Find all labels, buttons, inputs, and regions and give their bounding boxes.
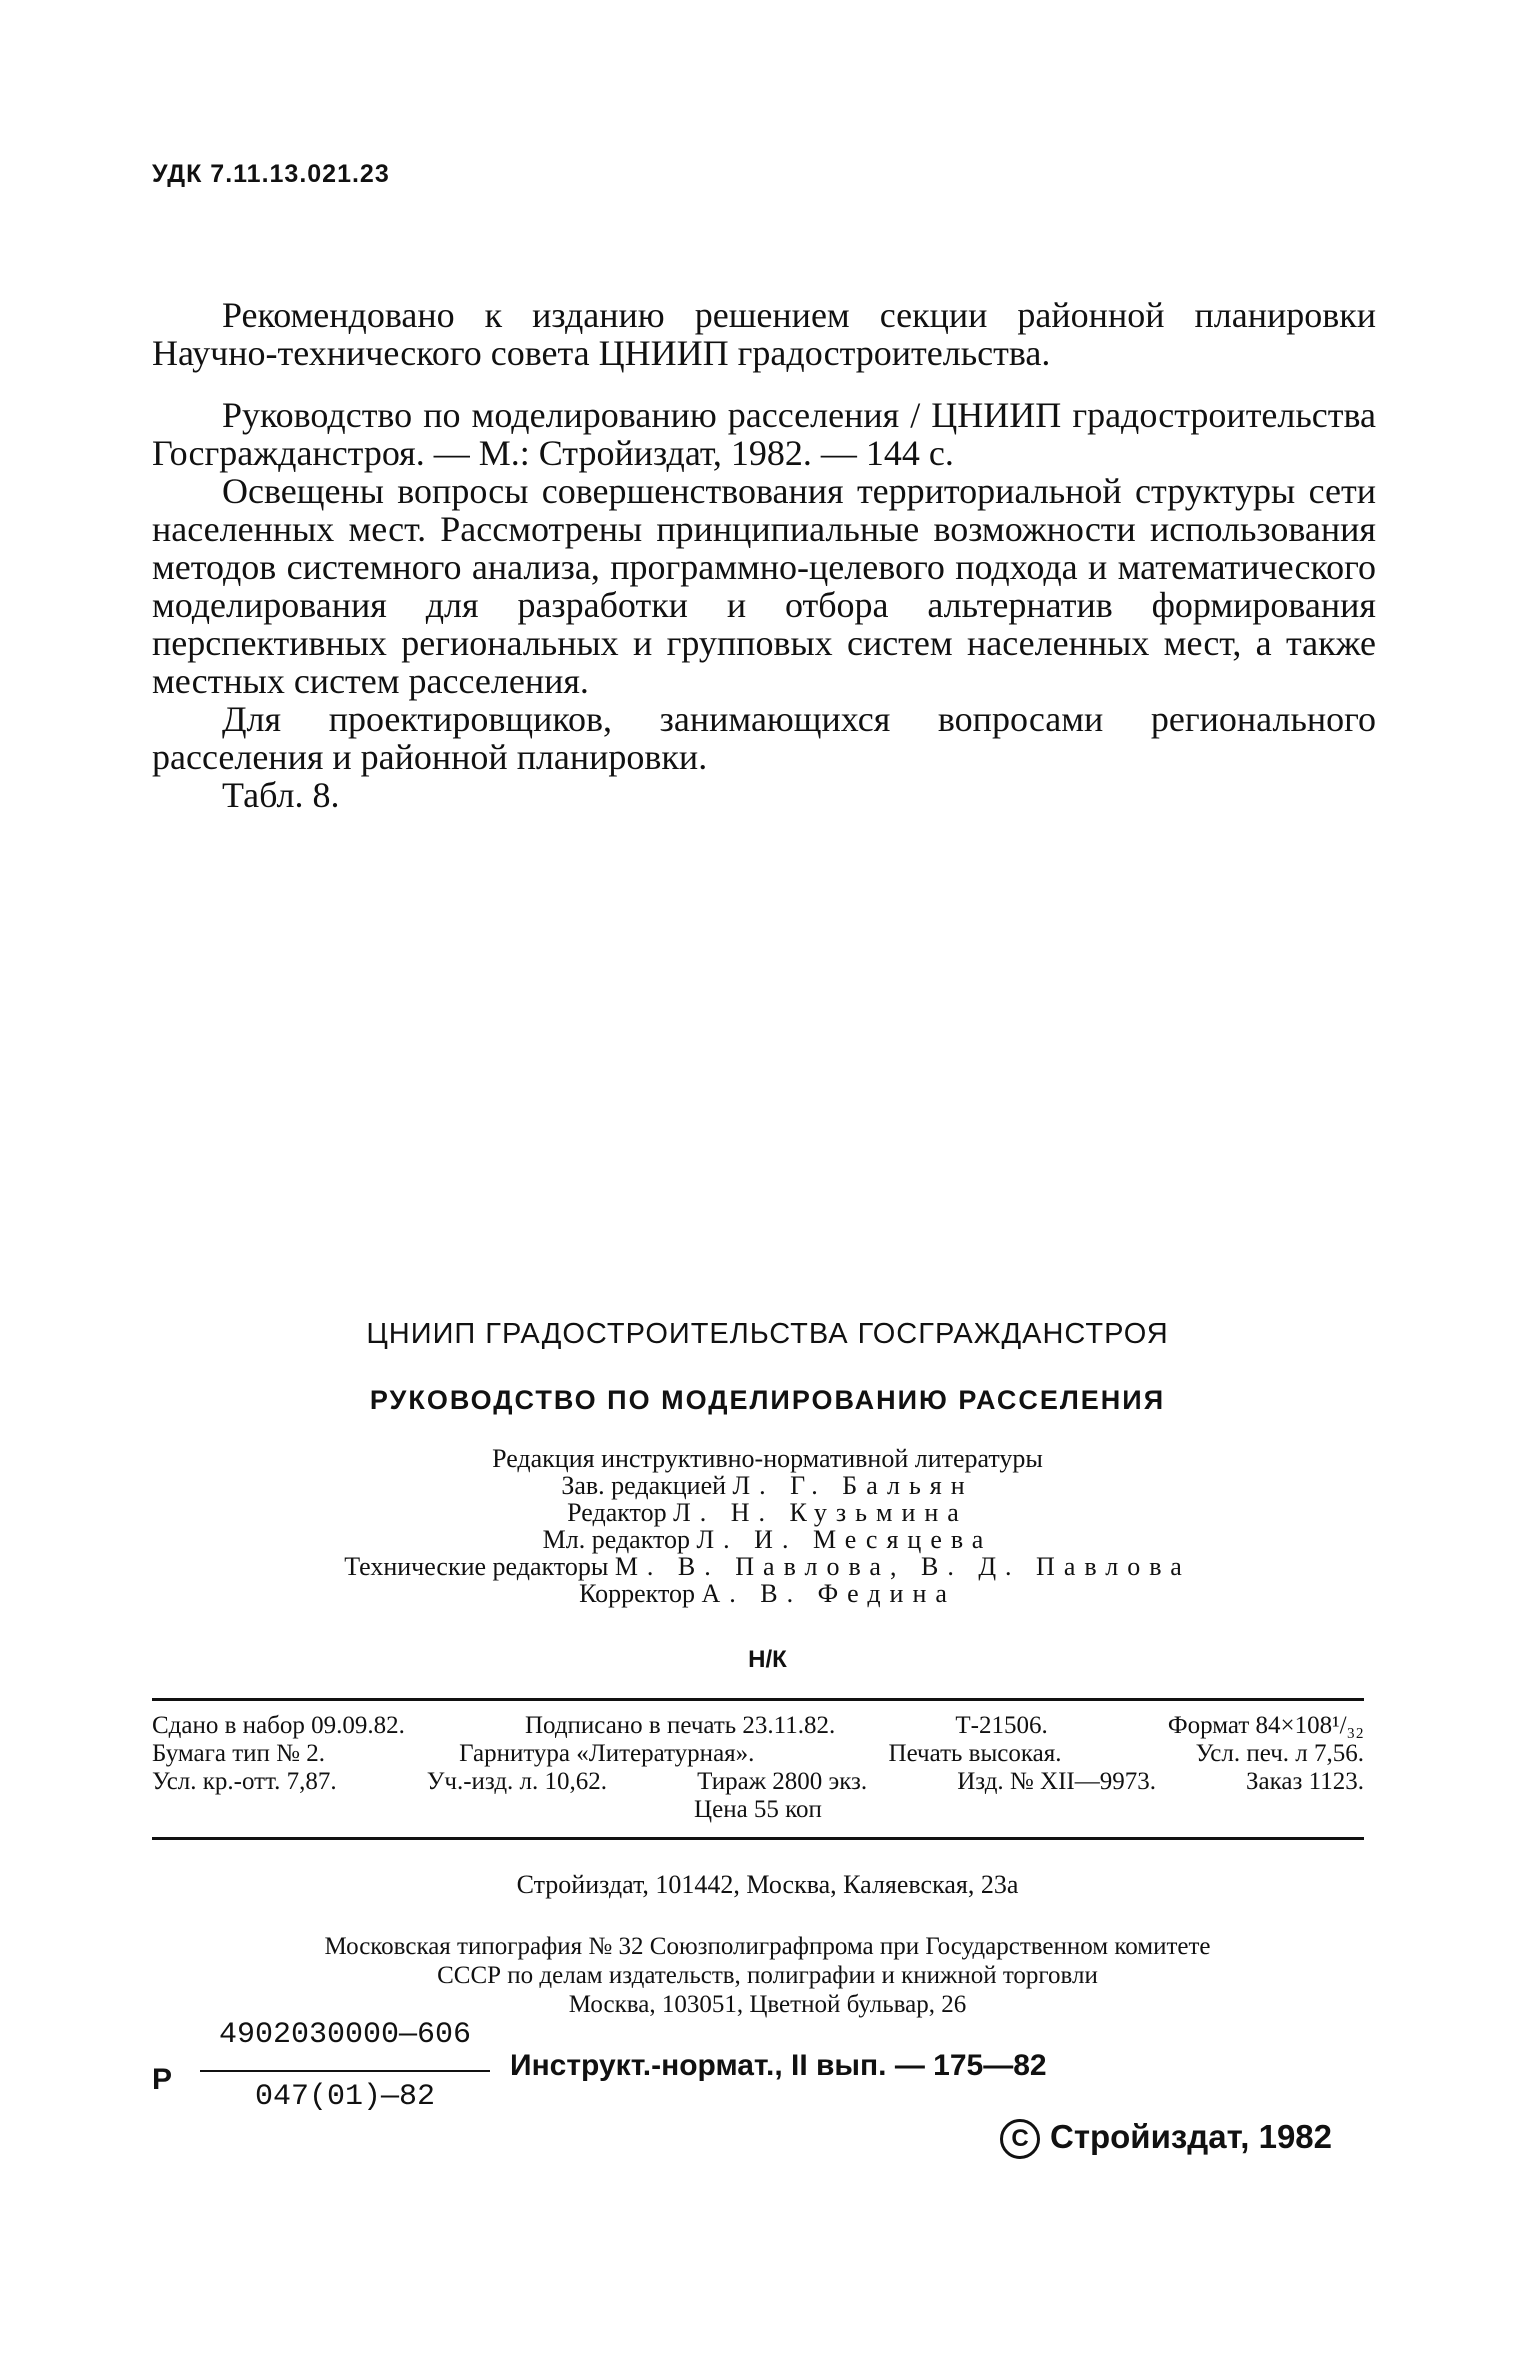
imprint-typeface: Гарнитура «Литературная».: [459, 1740, 755, 1767]
imprint-signed: Подписано в печать 23.11.82.: [524, 1712, 836, 1739]
credits-block: [0, 1445, 1535, 1607]
recommendation-paragraph: Рекомендовано к изданию решением секции районной планировки Научно-технического совета ЦНИИП градостроительства.: [152, 295, 1376, 373]
credit-head-editor: [0, 1472, 1535, 1499]
citation-paragraph: Руководство по моделированию расселения / ЦНИИП градостроительства Госгражданстроя. — М.: Стройиздат, 1982. — 144 с.: [152, 395, 1376, 473]
imprint-code: Т-21506.: [955, 1712, 1048, 1739]
copyright-notice: [1000, 2118, 1332, 2159]
credit-name: М. В. Павлова, В. Д. Павлова: [614, 1552, 1191, 1581]
index-fraction-line: [200, 2070, 490, 2072]
annotation-block: [152, 396, 1376, 814]
printer-line: СССР по делам издательств, полиграфии и книжной торговли: [437, 1962, 1098, 1989]
printer-block: [0, 1932, 1535, 2019]
credit-label: Зав. редакцией: [561, 1471, 727, 1500]
imprint-price: Цена 55 коп: [694, 1796, 822, 1823]
imprint-line-1: [152, 1712, 1364, 1740]
publisher-address: Стройиздат, 101442, Москва, Каляевская, 23а: [516, 1870, 1019, 1899]
nk-mark: Н/К: [748, 1646, 787, 1673]
index-description: Инструкт.-нормат., II вып. — 175—82: [510, 2049, 1047, 2082]
index-numerator: 4902030000—606: [218, 2018, 472, 2052]
imprint-order: Заказ 1123.: [1246, 1768, 1364, 1795]
organization-heading: ЦНИИП ГРАДОСТРОИТЕЛЬСТВА ГОСГРАЖДАНСТРОЯ: [366, 1318, 1169, 1350]
imprint-format: Формат 84×108¹/₃₂: [1167, 1712, 1364, 1739]
imprint-paper: Бумага тип № 2.: [152, 1740, 326, 1767]
credit-editor: [0, 1499, 1535, 1526]
copyright-icon: С: [1000, 2119, 1040, 2159]
credit-junior-editor: [0, 1526, 1535, 1553]
editorial-office: Редакция инструктивно-нормативной литературы: [492, 1444, 1043, 1473]
imprint-bottom-rule: [152, 1837, 1364, 1840]
imprint-line-2: [152, 1740, 1364, 1768]
credit-name: Л. Н. Кузьмина: [673, 1498, 968, 1527]
credit-label: Редактор: [567, 1498, 667, 1527]
recommendation-text: [152, 296, 1376, 372]
audience-paragraph: Для проектировщиков, занимающихся вопросами регионального расселения и районной планировки.: [152, 699, 1376, 777]
index-letter: Р: [152, 2063, 173, 2096]
credit-name: Л. И. Месяцева: [696, 1525, 993, 1554]
book-title: РУКОВОДСТВО ПО МОДЕЛИРОВАНИЮ РАССЕЛЕНИЯ: [369, 1385, 1166, 1415]
credit-name: Л. Г. Бальян: [732, 1471, 974, 1500]
summary-paragraph: Освещены вопросы совершенствования территориальной структуры сети населенных мест. Рассмотрены принципиальные возможности использования методов системного анализа, программно-целевого подхода и математического моделирования для разработки и отбора альтернатив формирования перспективных региональных и групповых систем населенных мест, а также местных систем расселения.: [152, 471, 1376, 701]
imprint-sheets: Усл. печ. л 7,56.: [1195, 1740, 1364, 1767]
index-denominator: 047(01)—82: [254, 2080, 436, 2114]
credit-name: А. В. Федина: [701, 1579, 956, 1608]
imprint-edu-sheets: Уч.-изд. л. 10,62.: [426, 1768, 608, 1795]
credit-label: Мл. редактор: [542, 1525, 691, 1554]
imprint-printing: Печать высокая.: [888, 1740, 1062, 1767]
tables-count: Табл. 8.: [222, 775, 340, 815]
credit-tech-editors: [0, 1553, 1535, 1580]
imprint-top-rule: [152, 1698, 1364, 1701]
credit-label: Технические редакторы: [344, 1552, 609, 1581]
imprint-run: Тираж 2800 экз.: [697, 1768, 868, 1795]
imprint-color-prints: Усл. кр.-отт. 7,87.: [152, 1768, 337, 1795]
imprint-typeset: Сдано в набор 09.09.82.: [152, 1712, 405, 1739]
credit-proofreader: [0, 1580, 1535, 1607]
imprint-line-3: [152, 1768, 1364, 1796]
udk-code: УДК 7.11.13.021.23: [152, 160, 390, 188]
imprint-issue: Изд. № XII—9973.: [957, 1768, 1156, 1795]
copyright-text: Стройиздат, 1982: [1050, 2118, 1333, 2155]
printer-line: Московская типография № 32 Союзполиграфпрома при Государственном комитете: [324, 1933, 1211, 1960]
imprint-block: [152, 1712, 1364, 1824]
credit-label: Корректор: [579, 1579, 695, 1608]
printer-line: Москва, 103051, Цветной бульвар, 26: [568, 1991, 967, 2018]
